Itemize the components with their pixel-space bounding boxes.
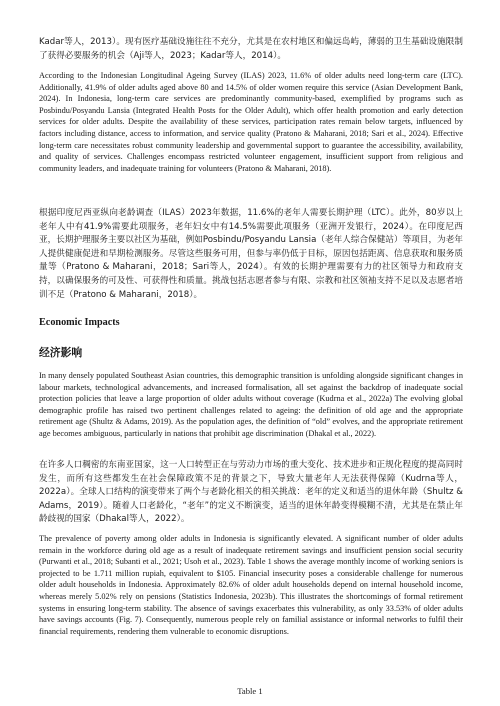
section-heading-en: Economic Impacts [39,317,120,328]
paragraph-ltc-zh: 根据印度尼西亚纵向老龄调查（ILAS）2023年数据，11.6%的老年人需要长期护理（LTC）。此外，80岁以上老年人中有41.9%需要此项服务，老年妇女中有14.5%需要此项服务（亚洲开发银行，2024）。在印度尼西亚，长期护理服务主要以社区为基础，例如Posbindu/Posyandu Lansia（老年人综合保健站）等项目，为老年人提供健康促进和早期检测服务。尽管这些服务可用，但参与率仍低于目标，原因包括距离、信息获取和服务质量等（Pratono & Maharani，2018；Sari等人，2024）。有效的长期护理需要有力的社区领导力和政府支持，以确保服务的可及性、可获得性和质量。挑战包括志愿者参与有限、宗教和社区领袖支持不足以及志愿者培训不足（Pratono & Maharani，2018）。 [39,208,463,300]
table-caption: Table 1 [237,686,263,696]
paragraph-zh-continued: Kadar等人，2013）。现有医疗基础设施往往不充分，尤其是在农村地区和偏远岛屿，薄弱的卫生基础设施限制了获得必要服务的机会（Aji等人，2023；Kadar等人，2014）。 [39,37,463,61]
article-body [39,0,463,636]
paragraph-economic-en: In many densely populated Southeast Asian countries, this demographic transition is unfolding alongside significant changes in labour markets, technological advancements, and increased formalisation, all set against the backdrop of inadequate social protection policies that leave a large proportion of older adults without coverage (Kudrna et al., 2022a) The evolving global demographic profile has raised two pertinent challenges related to ageing: the definition of old age and the appropriate retirement age (Shultz & Adams, 2019). As the population ages, the definition of “old” evolves, and the appropriate retirement age becomes ambiguous, particularly in nations that prohibit age discrimination (Dhakal et al., 2022). [39,371,463,438]
paragraph-economic-zh: 在许多人口稠密的东南亚国家，这一人口转型正在与劳动力市场的重大变化、技术进步和正规化程度的提高同时发生，而所有这些都发生在社会保障政策不足的背景之下，导致大量老年人无法获得保障（Kudrna等人，2022a）。全球人口结构的演变带来了两个与老龄化相关的相关挑战：老年的定义和适当的退休年龄（Shultz & Adams，2019）。随着人口老龄化，“老年”的定义不断演变，适当的退休年龄变得模糊不清，尤其是在禁止年龄歧视的国家（Dhakal等人，2022）。 [39,460,463,525]
paragraph-ltc-en: According to the Indonesian Longitudinal Ageing Survey (ILAS) 2023, 11.6% of older adults need long-term care (LTC). Additionally, 41.9% of older adults aged above 80 and 14.5% of older women require this service (Asian Development Bank, 2024). In Indonesia, long-term care services are predominantly community-based, exemplified by programs such as Posbindu/Posyandu Lansia (Integrated Health Posts for the Older Adult), which offer health promotion and early detection services for older adults. Despite the availability of these services, participation rates remain below targets, influenced by factors including distance, access to information, and service quality (Pratono & Maharani, 2018; Sari et al., 2024). Effective long-term care necessitates robust community leadership and governmental support to guarantee the accessibility, availability, and quality of services. Challenges encompass restricted volunteer engagement, insufficient support from religious and community leaders, and inadequate training for volunteers (Pratono & Maharani, 2018). [39,71,463,173]
paragraph-poverty-en: The prevalence of poverty among older adults in Indonesia is significantly elevated. A significant number of older adults remain in the workforce during old age as a result of inadequate retirement savings and insufficient pension social security (Purwanti et al., 2018; Subanti et al., 2021; Usoh et al., 2023). Table 1 shows the average monthly income of working seniors is projected to be 1.711 million rupiah, equivalent to $105. Financial insecurity poses a considerable challenge for numerous older adult households in Indonesia. Approximately 82.6% of older adult households depend on internal household income, whereas merely 5.02% rely on pensions (Statistics Indonesia, 2023b). This illustrates the shortcomings of formal retirement systems in ensuring long-term stability. The absence of savings exacerbates this vulnerability, as only 33.53% of older adults have savings accounts (Fig. 7). Consequently, numerous people rely on familial assistance or informal networks to fulfil their financial requirements, rendering them vulnerable to economic disruptions. [39,534,463,636]
section-heading-zh: 经济影响 [39,346,83,359]
